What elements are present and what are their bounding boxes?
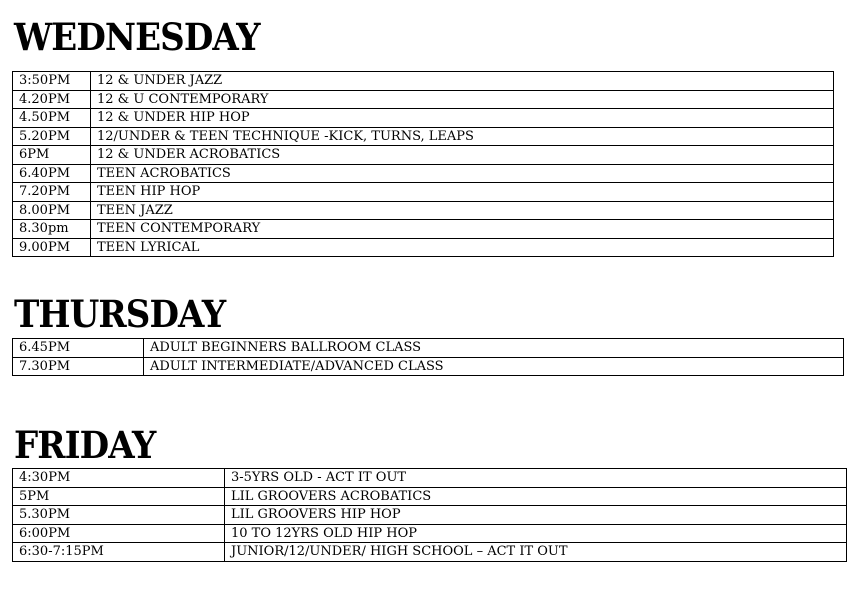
table-row	[13, 183, 834, 202]
class-cell: LIL GROOVERS ACROBATICS	[225, 487, 847, 506]
time-cell: 8.00PM	[13, 201, 91, 220]
class-cell: TEEN JAZZ	[91, 201, 834, 220]
time-cell: 9.00PM	[13, 238, 91, 257]
time-cell: 4.50PM	[13, 109, 91, 128]
time-cell: 4:30PM	[13, 469, 225, 488]
time-cell: 3:50PM	[13, 72, 91, 91]
table-row	[13, 127, 834, 146]
friday-heading: FRIDAY	[14, 423, 156, 467]
time-cell: 6:00PM	[13, 524, 225, 543]
time-cell: 5.30PM	[13, 506, 225, 525]
table-row	[13, 109, 834, 128]
class-cell: TEEN LYRICAL	[91, 238, 834, 257]
table-row	[13, 90, 834, 109]
table-row	[13, 238, 834, 257]
time-cell: 6PM	[13, 146, 91, 165]
class-cell: JUNIOR/12/UNDER/ HIGH SCHOOL – ACT IT OUT	[225, 543, 847, 562]
wednesday-heading: WEDNESDAY	[14, 15, 260, 59]
table-row	[13, 524, 847, 543]
time-cell: 6.40PM	[13, 164, 91, 183]
thursday-heading: THURSDAY	[14, 292, 226, 336]
time-cell: 5.20PM	[13, 127, 91, 146]
friday-schedule-table	[12, 468, 847, 562]
table-row	[13, 164, 834, 183]
class-cell: 3-5YRS OLD - ACT IT OUT	[225, 469, 847, 488]
table-row	[13, 506, 847, 525]
time-cell: 7.30PM	[13, 357, 144, 376]
time-cell: 6:30-7:15PM	[13, 543, 225, 562]
table-row	[13, 201, 834, 220]
table-row	[13, 339, 844, 358]
class-cell: TEEN CONTEMPORARY	[91, 220, 834, 239]
time-cell: 7.20PM	[13, 183, 91, 202]
class-cell: ADULT BEGINNERS BALLROOM CLASS	[144, 339, 844, 358]
class-cell: 12 & UNDER ACROBATICS	[91, 146, 834, 165]
time-cell: 6.45PM	[13, 339, 144, 358]
table-row	[13, 220, 834, 239]
time-cell: 4.20PM	[13, 90, 91, 109]
wednesday-schedule-table	[12, 71, 834, 257]
table-row	[13, 487, 847, 506]
table-row	[13, 72, 834, 91]
class-cell: 12 & UNDER JAZZ	[91, 72, 834, 91]
class-cell: LIL GROOVERS HIP HOP	[225, 506, 847, 525]
class-cell: 12/UNDER & TEEN TECHNIQUE -KICK, TURNS, LEAPS	[91, 127, 834, 146]
table-row	[13, 357, 844, 376]
class-cell: 12 & U CONTEMPORARY	[91, 90, 834, 109]
class-cell: ADULT INTERMEDIATE/ADVANCED CLASS	[144, 357, 844, 376]
class-cell: TEEN HIP HOP	[91, 183, 834, 202]
time-cell: 5PM	[13, 487, 225, 506]
class-cell: 10 TO 12YRS OLD HIP HOP	[225, 524, 847, 543]
thursday-schedule-table	[12, 338, 844, 376]
class-cell: 12 & UNDER HIP HOP	[91, 109, 834, 128]
table-row	[13, 543, 847, 562]
table-row	[13, 146, 834, 165]
table-row	[13, 469, 847, 488]
time-cell: 8.30pm	[13, 220, 91, 239]
class-cell: TEEN ACROBATICS	[91, 164, 834, 183]
